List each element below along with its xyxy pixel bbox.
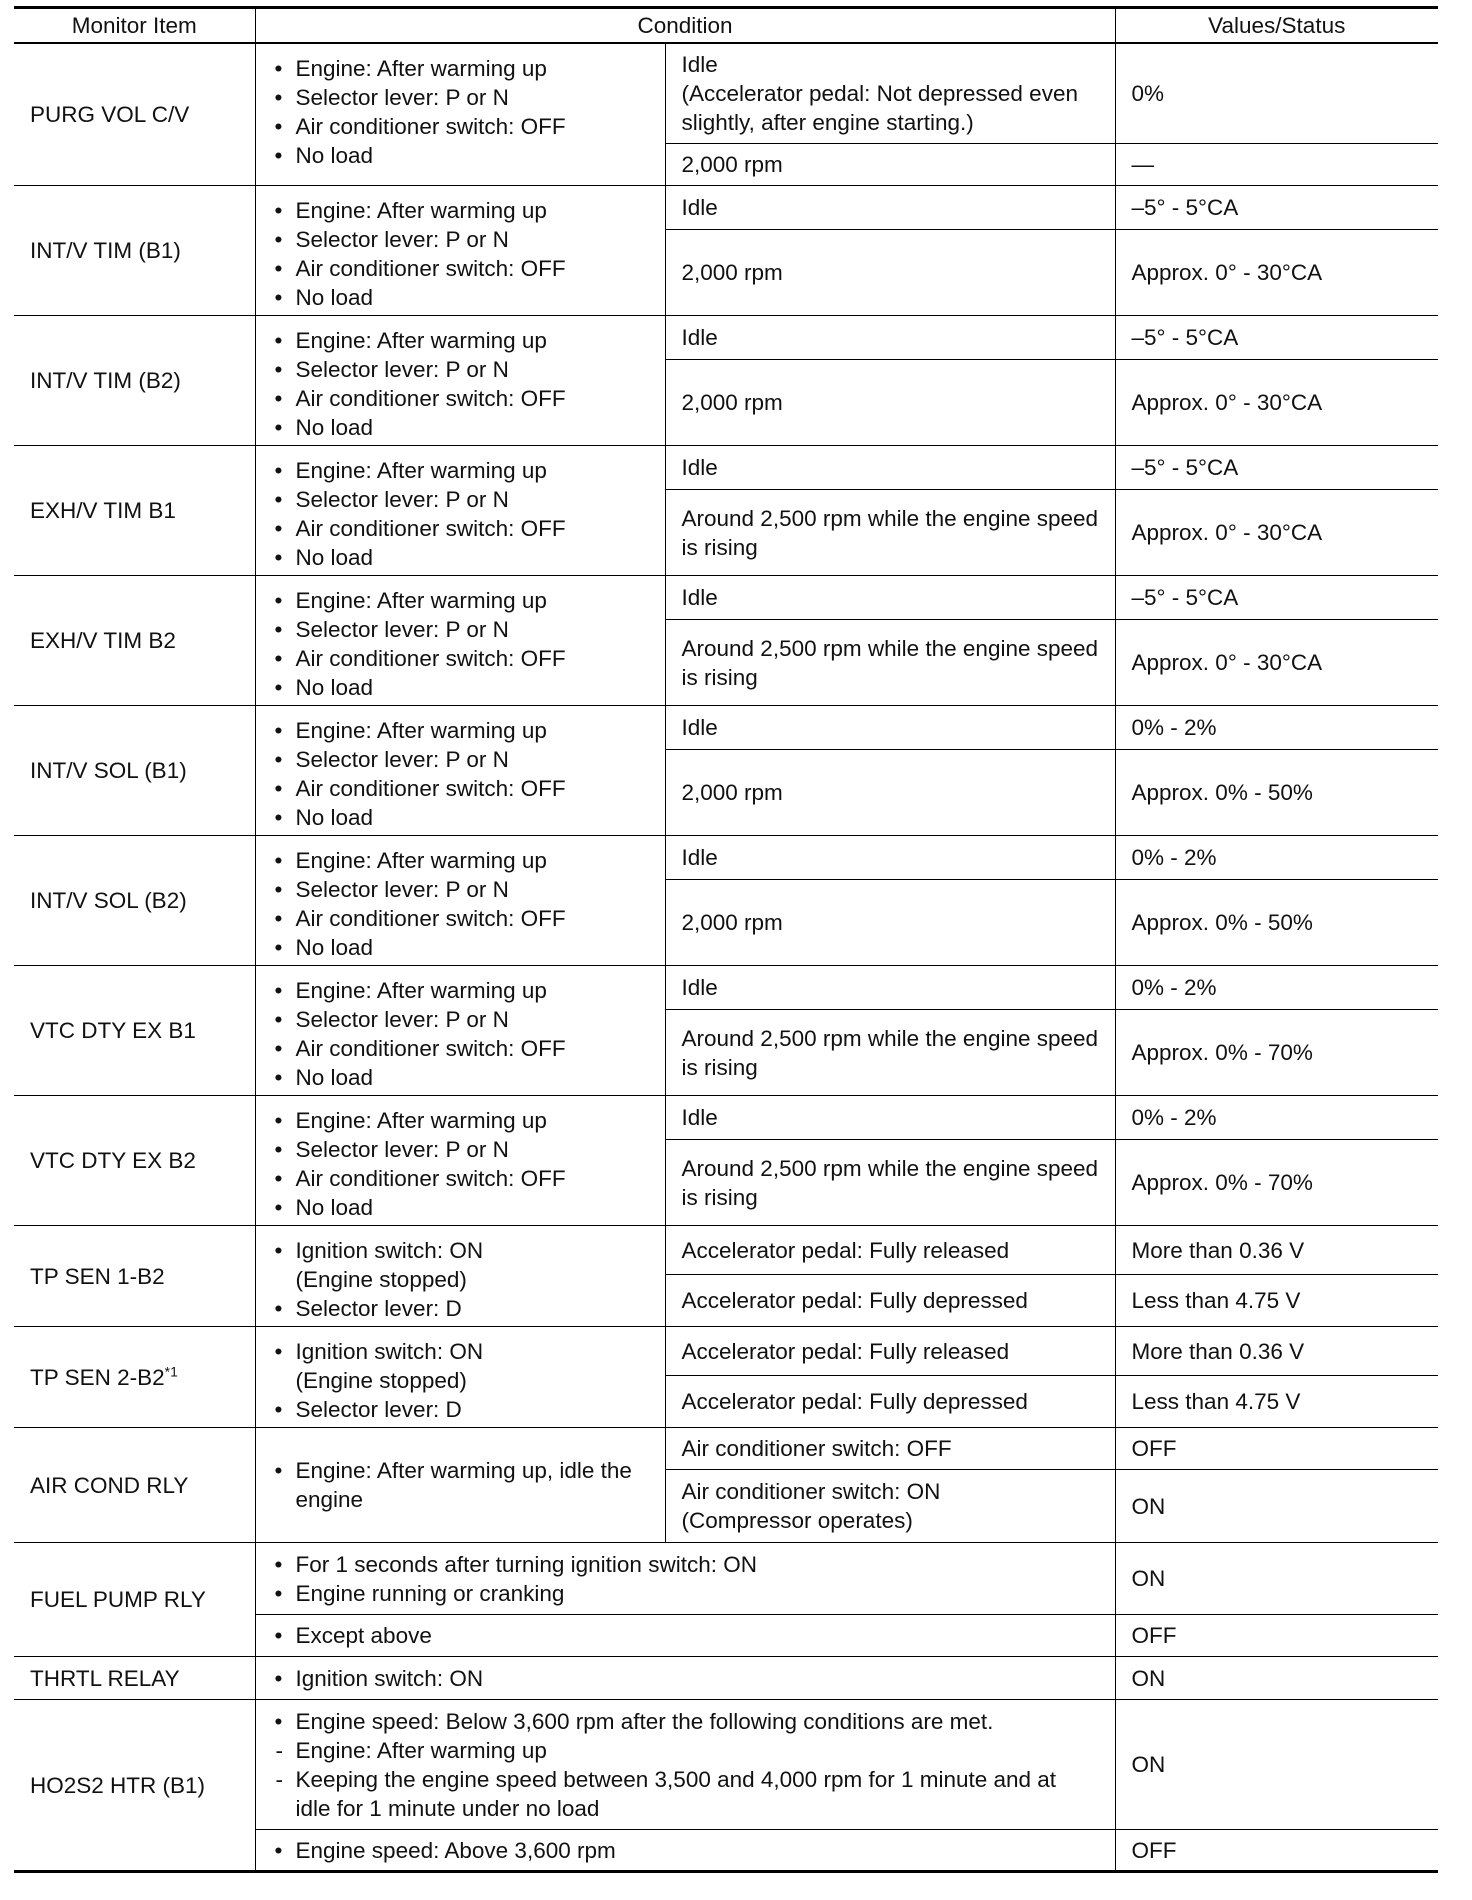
table-row [14,1096,1438,1140]
sub-condition: Idle [665,966,1115,1010]
condition-list: • Engine speed: Below 3,600 rpm after the following conditions are met. - Engine: After warming up - Keeping the engine speed between 3,500 and 4,000 rpm for 1 minute and at idle for 1 minute under no load [255,1700,1115,1830]
header-condition: Condition [255,8,1115,43]
value-cell: ON [1115,1543,1438,1615]
value-cell: –5° - 5°CA [1115,576,1438,620]
table-row [14,706,1438,750]
value-cell: 0% [1115,43,1438,144]
sub-condition: 2,000 rpm [665,750,1115,836]
condition-list: • Engine: After warming up • Selector lever: P or N • Air conditioner switch: OFF • No load [255,836,665,966]
monitor-item: VTC DTY EX B2 [14,1096,255,1226]
condition-list: • Engine speed: Above 3,600 rpm [255,1830,1115,1872]
table-row [14,186,1438,230]
monitor-item: INT/V SOL (B1) [14,706,255,836]
value-cell: Approx. 0° - 30°CA [1115,360,1438,446]
sub-condition: Idle [665,836,1115,880]
monitor-item: VTC DTY EX B1 [14,966,255,1096]
monitor-item: INT/V TIM (B1) [14,186,255,316]
sub-condition: Accelerator pedal: Fully depressed [665,1376,1115,1428]
monitor-item: THRTL RELAY [14,1657,255,1700]
value-cell: Less than 4.75 V [1115,1275,1438,1327]
condition-list: • Engine: After warming up • Selector lever: P or N • Air conditioner switch: OFF • No load [255,446,665,576]
condition-list: • Engine: After warming up • Selector lever: P or N • Air conditioner switch: OFF • No load [255,1096,665,1226]
header-row [14,8,1438,43]
condition-list: • Engine: After warming up • Selector lever: P or N • Air conditioner switch: OFF • No load [255,316,665,446]
monitor-item: HO2S2 HTR (B1) [14,1700,255,1872]
value-cell: Less than 4.75 V [1115,1376,1438,1428]
header-monitor-item: Monitor Item [14,8,255,43]
header-values-status: Values/Status [1115,8,1438,43]
monitor-item: TP SEN 2-B2$^{*1}$ [14,1327,255,1428]
sub-condition: Accelerator pedal: Fully released [665,1226,1115,1275]
sub-condition: Idle [665,576,1115,620]
sub-condition: Air conditioner switch: OFF [665,1428,1115,1470]
monitor-item: EXH/V TIM B1 [14,446,255,576]
table-row [14,836,1438,880]
sub-condition: 2,000 rpm [665,880,1115,966]
value-cell: ON [1115,1700,1438,1830]
monitor-item: TP SEN 1-B2 [14,1226,255,1327]
sub-condition: Idle (Accelerator pedal: Not depressed even slightly, after engine starting.) [665,43,1115,144]
value-cell: –5° - 5°CA [1115,446,1438,490]
value-cell: ON [1115,1657,1438,1700]
sub-condition: Idle [665,1096,1115,1140]
value-cell: Approx. 0° - 30°CA [1115,230,1438,316]
sub-condition: Idle [665,446,1115,490]
condition-list: • Engine: After warming up • Selector lever: P or N • Air conditioner switch: OFF • No load [255,186,665,316]
condition-list: • Engine: After warming up • Selector lever: P or N • Air conditioner switch: OFF • No load [255,43,665,186]
value-cell: More than 0.36 V [1115,1226,1438,1275]
monitor-item: PURG VOL C/V [14,43,255,186]
sub-condition: Around 2,500 rpm while the engine speed is rising [665,490,1115,576]
monitor-item: INT/V SOL (B2) [14,836,255,966]
sub-condition: Idle [665,706,1115,750]
value-cell: 0% - 2% [1115,836,1438,880]
table-row [14,576,1438,620]
monitor-item: EXH/V TIM B2 [14,576,255,706]
value-cell: 0% - 2% [1115,1096,1438,1140]
value-cell: ON [1115,1470,1438,1543]
sub-condition: Idle [665,186,1115,230]
monitor-item-table [14,6,1438,1873]
value-cell: Approx. 0° - 30°CA [1115,620,1438,706]
table-row [14,1226,1438,1275]
sub-condition: Accelerator pedal: Fully released [665,1327,1115,1376]
value-cell: OFF [1115,1428,1438,1470]
value-cell: OFF [1115,1830,1438,1872]
monitor-item: INT/V TIM (B2) [14,316,255,446]
footnote-marker: *1 [164,1363,178,1379]
condition-list: • Ignition switch: ON (Engine stopped) • Selector lever: D [255,1226,665,1327]
condition-list: • Engine: After warming up • Selector lever: P or N • Air conditioner switch: OFF • No load [255,706,665,836]
table-row [14,446,1438,490]
sub-condition: 2,000 rpm [665,360,1115,446]
sub-condition: 2,000 rpm [665,230,1115,316]
table-row [14,1327,1438,1376]
value-cell: OFF [1115,1615,1438,1657]
condition-list: • For 1 seconds after turning ignition switch: ON • Engine running or cranking [255,1543,1115,1615]
table-row [14,966,1438,1010]
table-row [14,1700,1438,1830]
sub-condition: 2,000 rpm [665,144,1115,186]
condition-list: • Except above [255,1615,1115,1657]
table-row [14,43,1438,144]
value-cell: — [1115,144,1438,186]
value-cell: Approx. 0% - 50% [1115,750,1438,836]
table-row [14,1428,1438,1470]
condition-list: • Engine: After warming up • Selector lever: P or N • Air conditioner switch: OFF • No load [255,966,665,1096]
value-cell: 0% - 2% [1115,706,1438,750]
sub-condition: Around 2,500 rpm while the engine speed is rising [665,1140,1115,1226]
value-cell: Approx. 0° - 30°CA [1115,490,1438,576]
value-cell: More than 0.36 V [1115,1327,1438,1376]
condition-list: • Engine: After warming up • Selector lever: P or N • Air conditioner switch: OFF • No load [255,576,665,706]
table-row [14,1657,1438,1700]
table-row [14,1543,1438,1615]
sub-condition: Accelerator pedal: Fully depressed [665,1275,1115,1327]
table-row [14,316,1438,360]
value-cell: –5° - 5°CA [1115,186,1438,230]
value-cell: Approx. 0% - 70% [1115,1140,1438,1226]
condition-list: • Ignition switch: ON [255,1657,1115,1700]
condition-list: • Engine: After warming up, idle the engine [255,1428,665,1543]
sub-condition: Idle [665,316,1115,360]
value-cell: Approx. 0% - 70% [1115,1010,1438,1096]
sub-condition: Around 2,500 rpm while the engine speed is rising [665,620,1115,706]
monitor-item: AIR COND RLY [14,1428,255,1543]
value-cell: Approx. 0% - 50% [1115,880,1438,966]
value-cell: –5° - 5°CA [1115,316,1438,360]
sub-condition: Air conditioner switch: ON (Compressor operates) [665,1470,1115,1543]
condition-list: • Ignition switch: ON (Engine stopped) • Selector lever: D [255,1327,665,1428]
value-cell: 0% - 2% [1115,966,1438,1010]
monitor-item: FUEL PUMP RLY [14,1543,255,1657]
sub-condition: Around 2,500 rpm while the engine speed is rising [665,1010,1115,1096]
